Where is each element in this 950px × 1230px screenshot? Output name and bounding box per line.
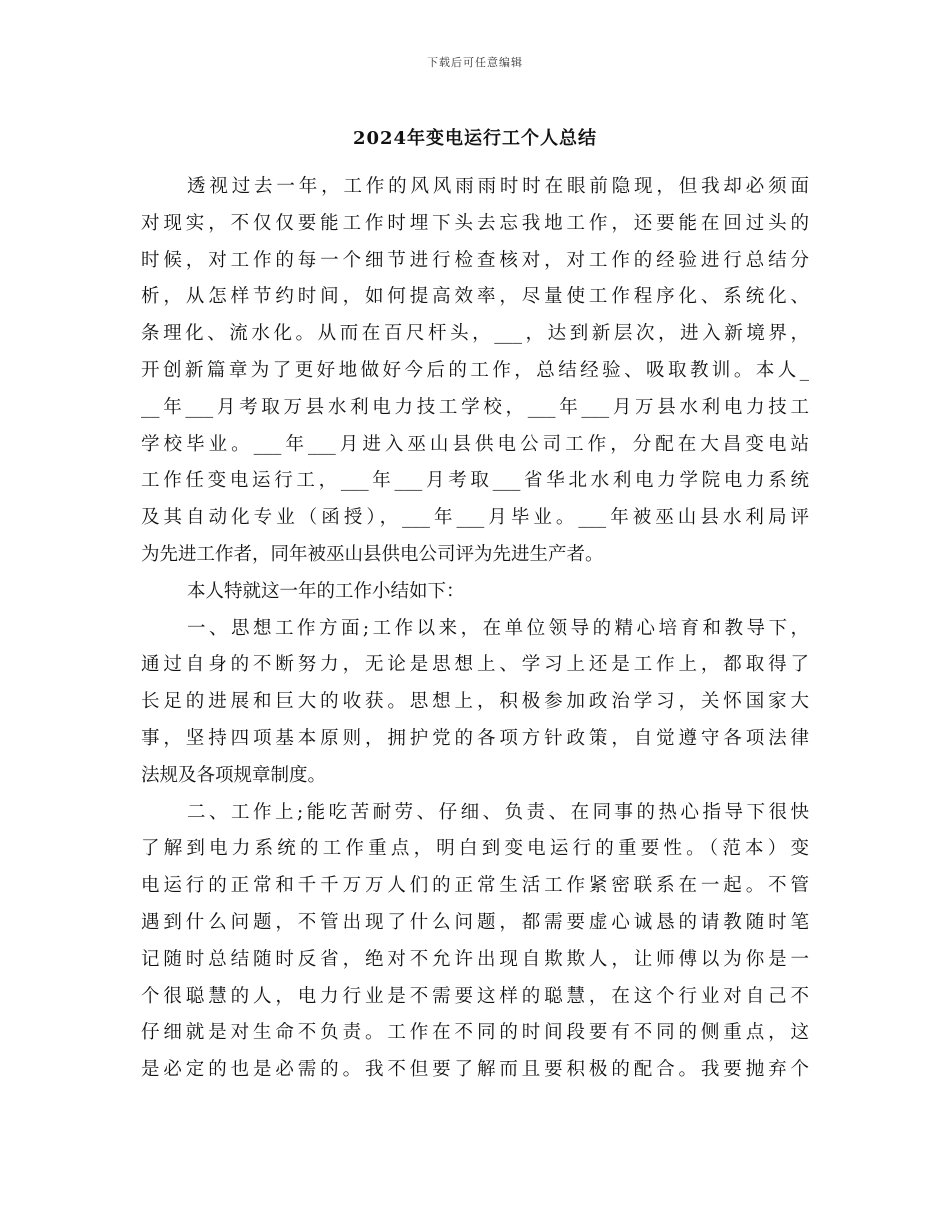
paragraph-line: 二、工作上;能吃苦耐劳、仔细、负责、在同事的热心指导下很快 (187, 801, 809, 823)
paragraph-line: 学校毕业。___年___月进入巫山县供电公司工作，分配在大昌变电站 (141, 433, 809, 455)
paragraph-line: 为先进工作者，同年被巫山县供电公司评为先进生产者。 (141, 543, 604, 565)
paragraph-line: 电运行的正常和千千万万人们的正常生活工作紧密联系在一起。不管 (141, 875, 809, 897)
paragraph-line: 开创新篇章为了更好地做好今后的工作，总结经验、吸取教训。本人_ (141, 359, 809, 381)
paragraph-line: 遇到什么问题，不管出现了什么问题，都需要虚心诚恳的请教随时笔 (141, 911, 809, 933)
page-header: 下载后可任意编辑 (427, 56, 523, 69)
paragraph-line: 本人特就这一年的工作小结如下： (187, 580, 465, 602)
document-title: 2024年变电运行工个人总结 (352, 128, 598, 149)
paragraph-line: 条理化、流水化。从而在百尺杆头，___，达到新层次，进入新境界， (141, 323, 809, 345)
paragraph-line: 事，坚持四项基本原则，拥护党的各项方针政策，自觉遵守各项法律 (141, 727, 809, 749)
paragraph-line: 个很聪慧的人，电力行业是不需要这样的聪慧，在这个行业对自己不 (141, 985, 809, 1007)
paragraph-line: 长足的进展和巨大的收获。思想上，积极参加政治学习，关怀国家大 (141, 691, 809, 713)
paragraph-line: 工作任变电运行工，___年___月考取___省华北水利电力学院电力系统 (141, 470, 809, 492)
paragraph-line: 时候，对工作的每一个细节进行检查核对，对工作的经验进行总结分 (141, 249, 809, 271)
paragraph-line: 及其自动化专业（函授），___年___月毕业。___年被巫山县水利局评 (141, 507, 809, 529)
paragraph-line: 仔细就是对生命不负责。工作在不同的时间段要有不同的侧重点，这 (141, 1022, 809, 1044)
paragraph-line: __年___月考取万县水利电力技工学校，___年___月万县水利电力技工 (141, 396, 809, 418)
paragraph-line: 析，从怎样节约时间，如何提高效率，尽量使工作程序化、系统化、 (141, 286, 809, 308)
paragraph-line: 法规及各项规章制度。 (141, 764, 327, 786)
paragraph-line: 透视过去一年，工作的风风雨雨时时在眼前隐现，但我却必须面 (187, 176, 809, 197)
paragraph-line: 记随时总结随时反省，绝对不允许出现自欺欺人，让师傅以为你是一 (141, 948, 809, 970)
paragraph-line: 对现实，不仅仅要能工作时埋下头去忘我地工作，还要能在回过头的 (141, 212, 809, 234)
paragraph-line: 一、思想工作方面;工作以来，在单位领导的精心培育和教导下， (187, 617, 809, 639)
paragraph-line: 是必定的也是必需的。我不但要了解而且要积极的配合。我要抛弃个 (141, 1059, 809, 1081)
paragraph-line: 了解到电力系统的工作重点，明白到变电运行的重要性。（范本）变 (141, 838, 809, 860)
document-body (141, 169, 809, 1089)
paragraph-line: 通过自身的不断努力，无论是思想上、学习上还是工作上，都取得了 (141, 654, 809, 676)
